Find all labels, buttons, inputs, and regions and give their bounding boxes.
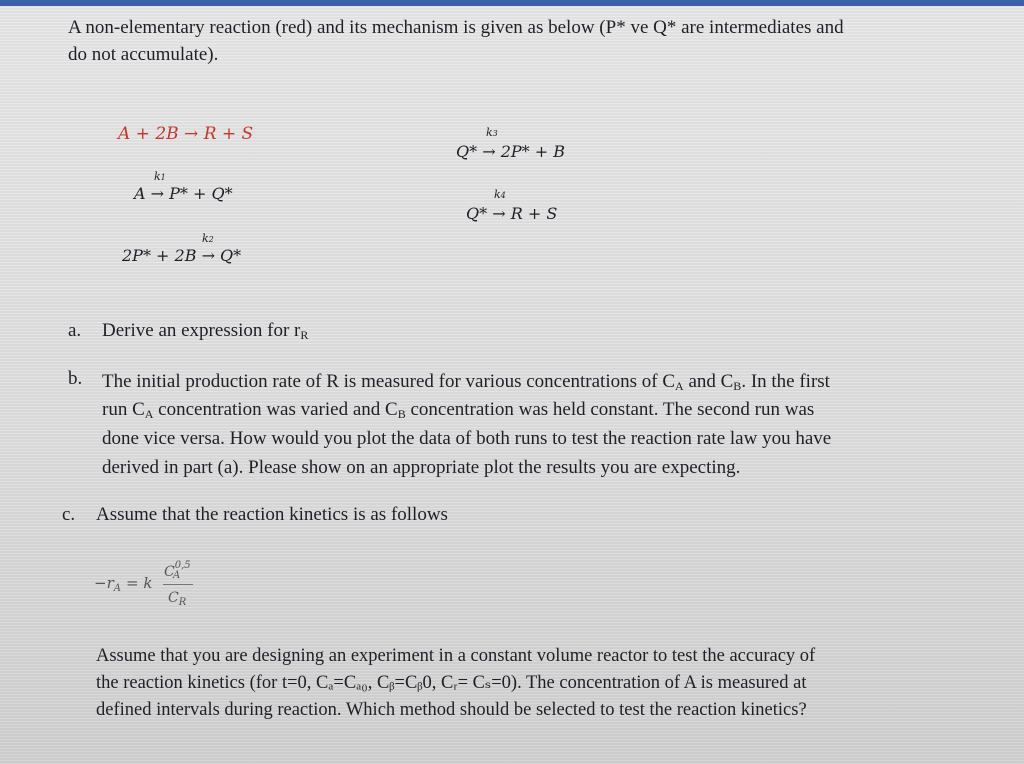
rate-equals-k: = k	[126, 574, 153, 592]
intro-line-2: do not accumulate).	[68, 44, 219, 65]
part-b-line-3: done vice versa. How would you plot the data of both runs to test the reaction rate law you have	[102, 428, 832, 449]
fraction-bar	[163, 584, 193, 585]
rate-lhs: $-r_A$	[94, 574, 121, 594]
rate-constant-k1: k1	[154, 170, 166, 183]
mechanism-step-1: A → P* + Q*	[134, 184, 233, 203]
rate-constant-k4: k4	[494, 188, 506, 201]
mechanism-step-4: Q* → R + S	[466, 204, 558, 223]
rate-constant-k3: k3	[486, 126, 498, 139]
part-a-label: a.	[68, 320, 82, 341]
rate-constant-k2: k2	[202, 232, 214, 245]
mechanism-step-2: 2P* + 2B → Q*	[122, 246, 242, 265]
part-c-para-line-1: Assume that you are designing an experiment in a constant volume reactor to test the accuracy of	[96, 646, 816, 666]
part-b-line-4: derived in part (a). Please show on an appropriate plot the results you are expecting.	[102, 457, 741, 478]
rate-numerator: C$^{0,5}$	[164, 560, 191, 580]
part-b-label: b.	[68, 368, 83, 389]
part-b-line-1: The initial production rate of R is measured for various concentrations of $C_A$ and $C_B$. In the first	[102, 371, 830, 393]
mechanism-step-3: Q* → 2P* + B	[456, 142, 565, 161]
rate-denominator: $C_R$	[168, 590, 187, 608]
rate-numerator-sub: A	[173, 570, 181, 581]
part-c-label: c.	[62, 504, 76, 525]
part-c-para-line-2: the reaction kinetics (for t=0, Cₐ=Cₐ₀, Cᵦ=Cᵦ0, Cᵣ= Cₛ=0). The concentration of A is measured at	[96, 673, 807, 693]
part-b-line-2: run $C_A$ concentration was varied and $C_B$ concentration was held constant. The second run was	[102, 399, 815, 421]
part-c-para-line-3: defined intervals during reaction. Which method should be selected to test the reaction kinetics?	[96, 700, 807, 720]
window-top-bar	[0, 0, 1024, 6]
intro-line-1: A non-elementary reaction (red) and its mechanism is given as below (P* ve Q* are intermediates and	[68, 17, 844, 38]
part-c-text: Assume that the reaction kinetics is as follows	[96, 504, 448, 525]
overall-reaction: A + 2B → R + S	[118, 124, 254, 144]
part-a-text: Derive an expression for $r_R$	[102, 320, 309, 342]
